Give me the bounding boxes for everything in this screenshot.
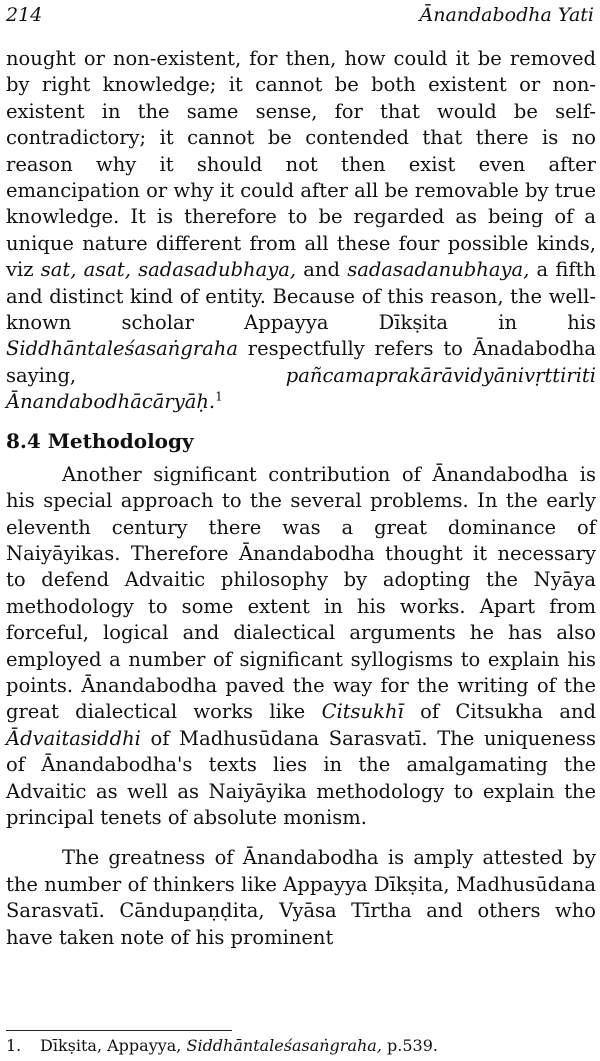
paragraph-1: [6, 46, 596, 416]
paragraph-1-italic-3: Siddhāntaleśasaṅgraha: [6, 337, 238, 361]
paragraph-2-italic-1: Citsukhī: [321, 700, 404, 724]
paragraph-3-text-1: The greatness of Ānandabodha is amply attested by the number of thinkers like Appayya Dīkṣita, Madhusūdana Sarasvatī. Cāndupaṇḍita, Vyāsa Tīrtha and others who have taken note of his prominent: [6, 846, 596, 949]
footnote-title: Siddhāntaleśasaṅgraha,: [186, 1036, 382, 1055]
paragraph-2-italic-2: Ādvaitasiddhi: [6, 726, 141, 750]
paragraph-2-text-2: of Citsukha and: [403, 700, 597, 724]
footnote-reference[interactable]: 1: [215, 389, 223, 404]
running-title: Ānandabodha Yati: [419, 4, 594, 26]
paragraph-1-text-4: respectfully refers to Ānadabodha saying,: [6, 337, 596, 387]
paragraph-1-italic-2: sadasadanubhaya,: [347, 258, 530, 282]
paragraph-1-text-1: nought or non-existent, for then, how could it be removed by right knowledge; it cannot be both existent or non-existent in the same sense, for that would be self-contradictory; it cannot be contended that there is no reason why it should not then exist even after emancipation or why it could after all be removable by true knowledge. It is therefore to be regarded as being of a unique nature different from all these four possible kinds, viz: [6, 47, 596, 282]
page-body: [6, 46, 596, 951]
footnote-number: 1.: [6, 1036, 22, 1055]
footnote-divider: [6, 1030, 232, 1031]
paragraph-gap: [6, 831, 596, 845]
footnote-text-after: p.539.: [381, 1036, 438, 1055]
paragraph-3: [6, 845, 596, 951]
paragraph-1-italic-4: pañcamaprakārāvidyānivṛttiriti Ānandabodhācāryāḥ.: [6, 363, 596, 414]
footnote-text-before: Dīkṣita, Appayya,: [40, 1036, 187, 1055]
footnote: [6, 1036, 438, 1056]
page-number: 214: [6, 4, 43, 26]
running-header: [6, 4, 596, 30]
paragraph-1-text-2: and: [296, 258, 348, 282]
section-heading: 8.4 Methodology: [6, 428, 194, 453]
paragraph-2-text-1: Another significant contribution of Ānandabodha is his special approach to the several problems. In the early eleventh century there was a great dominance of Naiyāyikas. Therefore Ānandabodha thought it necessary to defend Advaitic philosophy by adopting the Nyāya methodology to some extent in his works. Apart from forceful, logical and dialectical arguments he has also employed a number of significant syllogisms to explain his points. Ānandabodha paved the way for the writing of the great dialectical works like: [6, 462, 596, 724]
paragraph-1-italic-1: sat, asat, sadasadubhaya,: [40, 258, 297, 282]
paragraph-1-text-3: a fifth and distinct kind of entity. Because of this reason, the well-known scholar Appayya Dīkṣita in his: [6, 258, 596, 335]
paragraph-2: [6, 462, 596, 832]
paragraph-2-text-3: of Madhusūdana Sarasvatī. The uniqueness of Ānandabodha's texts lies in the amalgamating the Advaitic as well as Naiyāyika methodology to explain the principal tenets of absolute monism.: [6, 726, 596, 829]
